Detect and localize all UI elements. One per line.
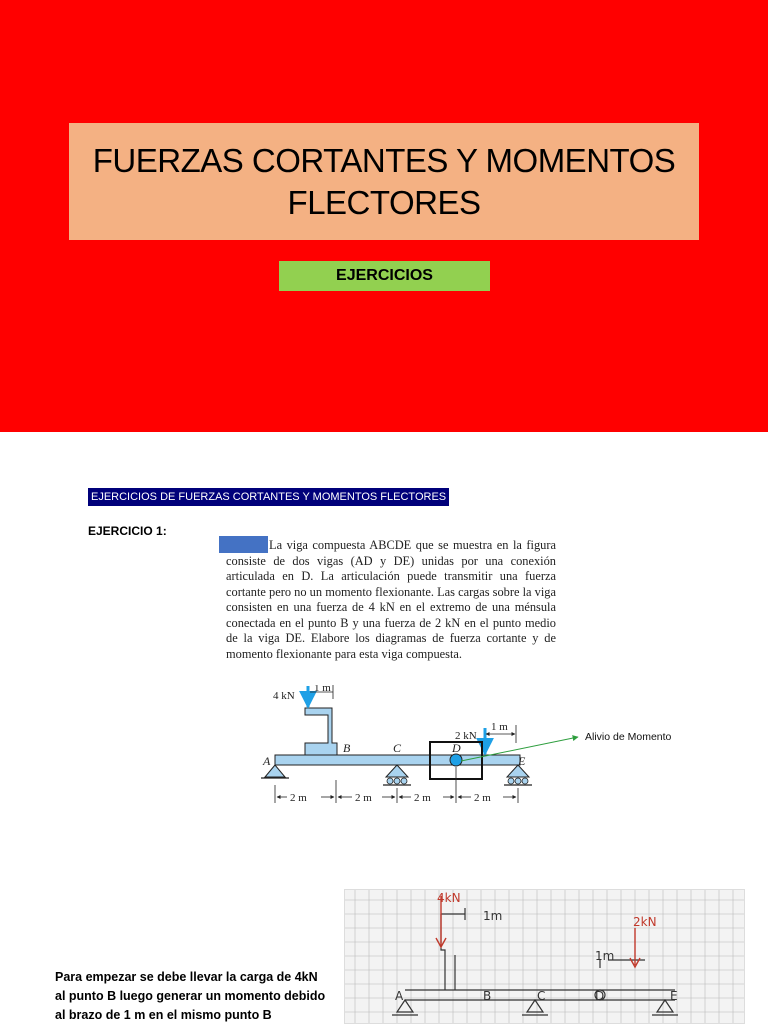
sketch-label-e: E: [670, 989, 678, 1003]
problem-statement: La viga compuesta ABCDE que se muestra en la figura consiste de dos vigas (AD y DE) unidas por una conexión articulada en D. La articulación puede transmitir una fuerza cortante pero no un momento flexionante. Las cargas sobre la viga consisten en una fuerza de 4 kN en el extremo de una ménsula conectada en el punto B y una fuerza de 2 kN en el punto medio de la viga DE. Elabore los diagramas de fuerza cortante y de momento flexionante para esta viga compuesta.: [226, 538, 556, 661]
handwritten-sketch: [344, 889, 745, 1024]
sketch-label-c: C: [537, 989, 546, 1003]
label-e: E: [518, 754, 526, 768]
title-box: [69, 123, 699, 240]
span-de: 2 m: [474, 792, 491, 804]
exercise-slide: [0, 432, 768, 1024]
sketch-drawing: [345, 890, 745, 1024]
subtitle-box: [279, 261, 490, 291]
span-ab: 2 m: [290, 792, 307, 804]
support-c: [386, 765, 408, 777]
section-header: EJERCICIOS DE FUERZAS CORTANTES Y MOMENTOS FLECTORES: [88, 488, 449, 506]
span-cd: 2 m: [414, 792, 431, 804]
beam-diagram: [255, 685, 715, 835]
sketch-label-1m-a: 1m: [483, 909, 503, 923]
span-bc: 2 m: [355, 792, 372, 804]
bracket-shape: [305, 708, 337, 755]
label-d: D: [452, 741, 461, 755]
sketch-label-4kn: 4kN: [437, 891, 461, 905]
explanation-note: Para empezar se debe llevar la carga de 4kN al punto B luego generar un momento debido al brazo de 1 m en el mismo punto B: [55, 970, 326, 1022]
sketch-label-2kn: 2kN: [633, 915, 657, 929]
arm-label-1: 1 m: [314, 685, 331, 694]
annotation-label: Alivio de Momento: [585, 731, 672, 743]
sketch-label-1m-b: 1m: [595, 949, 615, 963]
sketch-label-d: D: [595, 989, 605, 1003]
arm-label-2: 1 m: [491, 721, 508, 733]
slide-subtitle: EJERCICIOS: [336, 267, 433, 284]
hinge-d: [450, 754, 462, 766]
label-b: B: [343, 741, 351, 755]
exercise-label: EJERCICIO 1:: [88, 524, 167, 538]
sketch-label-a: A: [395, 989, 404, 1003]
load-label-4kn: 4 kN: [273, 690, 295, 702]
label-a: A: [263, 754, 271, 768]
title-slide: [0, 0, 768, 432]
slide-title: FUERZAS CORTANTES Y MOMENTOS FLECTORES: [92, 141, 676, 221]
label-c: C: [393, 741, 402, 755]
sketch-label-b: B: [483, 989, 492, 1003]
load-label-2kn: 2 kN: [455, 730, 477, 742]
